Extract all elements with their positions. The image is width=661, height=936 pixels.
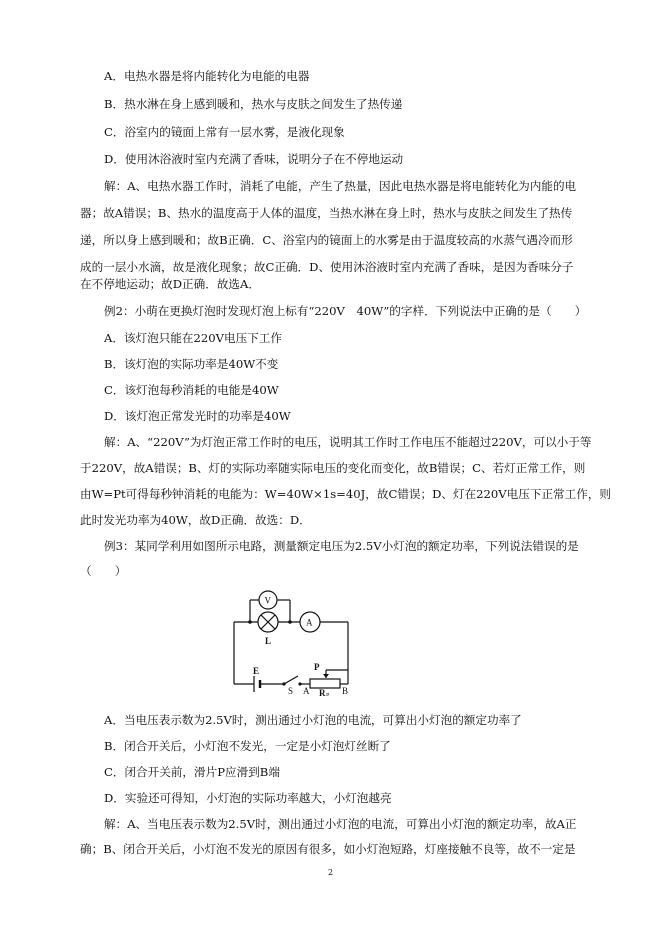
example-3-question: 例3：某同学利用如图所示电路，测量额定电压为2.5V小灯泡的额定功率，下列说法错误的是 — [104, 539, 579, 553]
switch-icon — [284, 676, 298, 684]
voltmeter-label: V — [264, 595, 271, 606]
option-b: B．闭合开关后，小灯泡不发光，一定是小灯泡灯丝断了 — [104, 739, 391, 753]
solution-2-line: 此时发光功率为40W，故D正确．故选：D． — [80, 513, 311, 527]
battery-label: E — [253, 666, 260, 676]
solution-1-line: 递，所以身上感到暖和；故B正确．C、浴室内的镜面上的水雾是由于温度较高的水蒸气遇冷而形 — [80, 233, 573, 247]
example-2-question: 例2：小萌在更换灯泡时发现灯泡上标有“220V 40W”的字样．下列说法中正确的是（ ） — [104, 304, 587, 318]
solution-2-line: 解：A、“220V”为灯泡正常工作时的电压，说明其工作时工作电压不能超过220V，可以小于等 — [104, 435, 592, 449]
solution-2-line: 于220V，故A错误；B、灯的实际功率随实际电压的变化而变化，故B错误；C、若灯正常工作，则 — [80, 461, 586, 475]
circuit-diagram — [228, 588, 358, 696]
solution-1-line: 器；故A错误；B、热水的温度高于人体的温度，当热水淋在身上时，热水与皮肤之间发生了热传 — [80, 206, 573, 220]
page-number: 2 — [327, 868, 334, 877]
rheostat-end-b-label: B — [342, 686, 349, 696]
option-d: D．实验还可得知，小灯泡的实际功率越大，小灯泡越亮 — [104, 791, 392, 805]
option-a: A．当电压表示数为2.5V时，测出通过小灯泡的电流，可算出小灯泡的额定功率了 — [104, 713, 522, 727]
lamp-label: L — [265, 636, 272, 646]
ammeter-label: A — [306, 617, 313, 628]
option-a: A．该灯泡只能在220V电压下工作 — [104, 331, 283, 345]
option-c: C．闭合开关前，滑片P应滑到B端 — [104, 765, 280, 779]
rheostat-subscript: P — [326, 693, 330, 696]
option-c: C．浴室内的镜面上常有一层水雾，是液化现象 — [104, 125, 345, 139]
option-a: A．电热水器是将内能转化为电能的电器 — [104, 69, 310, 83]
solution-1-line: 解：A、电热水器工作时，消耗了电能，产生了热量，因此电热水器是将电能转化为内能的电 — [104, 179, 577, 193]
option-b: B．热水淋在身上感到暖和，热水与皮肤之间发生了热传递 — [104, 97, 403, 111]
solution-3-line: 解：A、当电压表示数为2.5V时，测出通过小灯泡的电流，可算出小灯泡的额定功率，故A正 — [104, 817, 577, 831]
option-d: D．该灯泡正常发光时的功率是40W — [104, 409, 291, 423]
option-d: D．使用沐浴液时室内充满了香味，说明分子在不停地运动 — [104, 152, 404, 166]
example-3-question: （ ） — [80, 564, 127, 578]
rheostat-icon — [310, 679, 340, 688]
slider-label: P — [314, 662, 320, 672]
switch-label: S — [288, 686, 294, 696]
option-c: C．该灯泡每秒消耗的电能是40W — [104, 383, 279, 397]
solution-3-line: 确；B、闭合开关后，小灯泡不发光的原因有很多，如小灯泡短路，灯座接触不良等，故不一定是 — [80, 842, 576, 856]
rheostat-label: R — [319, 688, 326, 696]
solution-2-line: 由W=Pt可得每秒钟消耗的电能为：W=40W×1s=40J，故C错误；D、灯在220V电压下正常工作，则 — [80, 487, 612, 501]
solution-1-line: 在不停地运动；故D正确．故选A． — [80, 277, 260, 291]
rheostat-end-a-label: A — [303, 686, 310, 696]
solution-1-line: 成的一层小水滴，故是液化现象；故C正确．D、使用沐浴液时室内充满了香味，是因为香味分子 — [80, 260, 574, 274]
option-b: B．该灯泡的实际功率是40W不变 — [104, 357, 279, 371]
